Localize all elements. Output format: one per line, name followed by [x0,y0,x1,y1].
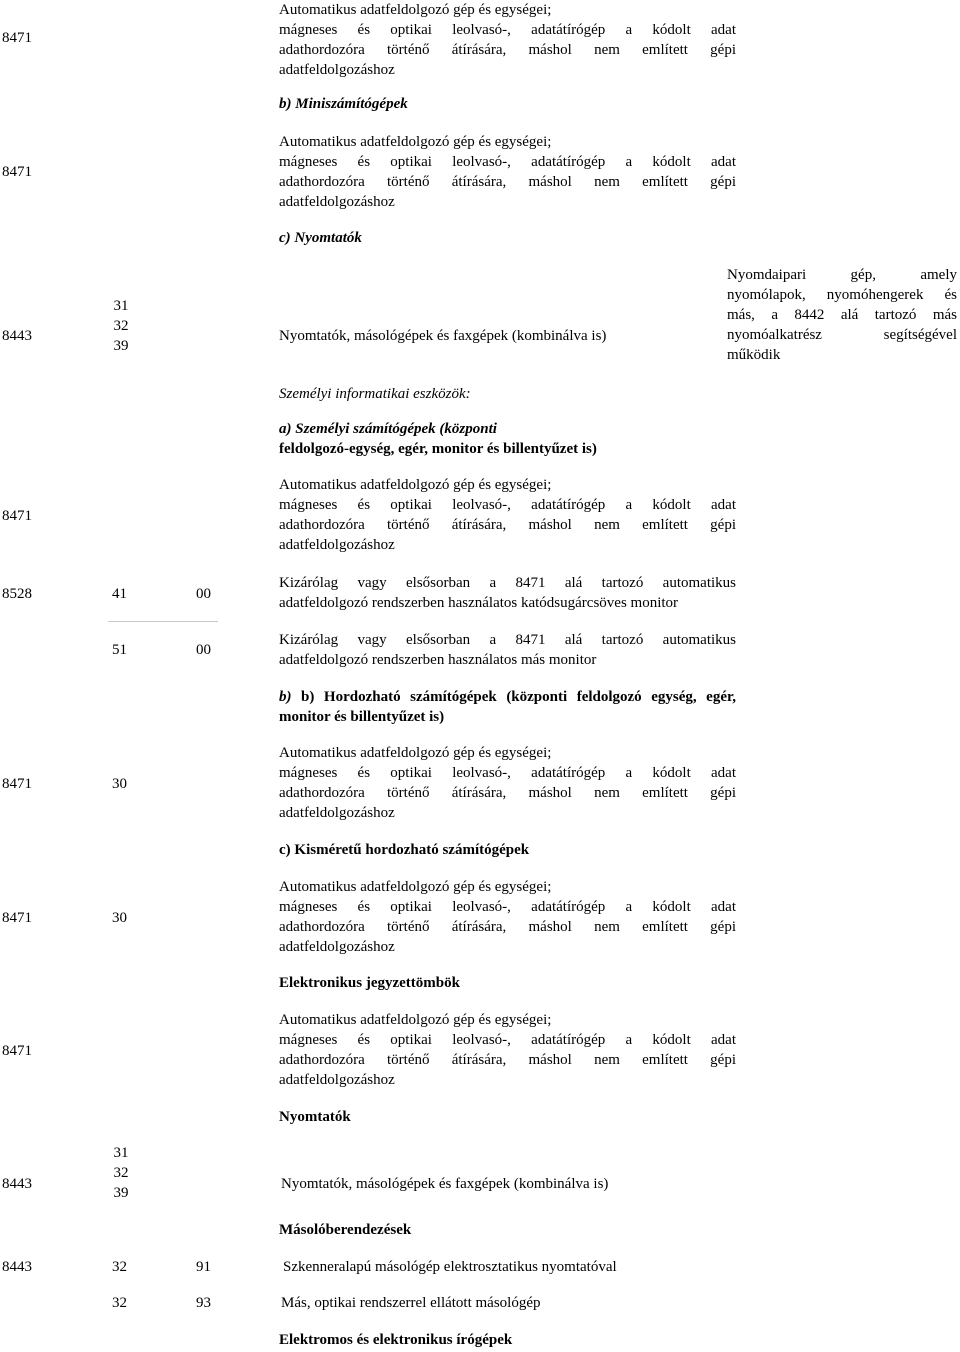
desc-line: adathordozóra történő átírására, máshol nem említett gépi [279,919,736,935]
code-8443-row2: 8443 [2,1176,32,1192]
desc-line: adatfeldolgozó rendszerben használatos katódsugárcsöves monitor [279,595,679,611]
subcode-00-row2: 00 [196,642,211,658]
note-line: más, a 8442 alá tartozó más [727,307,957,323]
divider [108,621,218,622]
heading-miniszamitogepek: b) Miniszámítógépek [279,96,408,112]
heading-letter: b) [279,689,292,705]
desc-line: adatfeldolgozáshoz [279,805,395,821]
heading-nyomtatok: c) Nyomtatók [279,230,362,246]
heading-text: b) Hordozható számítógépek (központi feldolgozó egység, egér, [301,689,737,705]
code-8528: 8528 [2,586,32,602]
heading-line: feldolgozó-egység, egér, monitor és billentyűzet is) [279,441,597,457]
subcode-39: 39 [113,338,129,354]
subcode-39: 39 [113,1185,129,1201]
desc-line: adathordozóra történő átírására, máshol nem említett gépi [279,785,736,801]
note-line: Nyomdaipari gép, amely [727,267,957,283]
heading-jegyzettombok: Elektronikus jegyzettömbök [279,975,460,991]
code-8471-row2: 8471 [2,164,32,180]
code-8443-row3: 8443 [2,1259,32,1275]
copier-scanner-description: Szkenneralapú másológép elektrosztatikus nyomtatóval [283,1259,617,1275]
heading-kismeretu: c) Kisméretű hordozható számítógépek [279,842,530,858]
desc-line: adatfeldolgozáshoz [279,194,395,210]
heading-szemelyi-szamitogepek [279,419,739,459]
desc-line: Automatikus adatfeldolgozó gép és egységei; [279,2,552,18]
description-auto-3 [279,475,736,555]
monitor-other-description [279,630,736,670]
code-8471-row1: 8471 [2,30,32,46]
description-auto-1 [279,0,736,80]
printers-description-2: Nyomtatók, másológépek és faxgépek (kombinálva is) [281,1176,609,1192]
subcode-32: 32 [113,1165,129,1181]
desc-line: mágneses és optikai leolvasó-, adatátírógép a kódolt adat [279,899,736,915]
heading-hordozhato [279,687,736,727]
heading-masoloberendezesek: Másolóberendezések [279,1222,412,1238]
subcode-30-row1: 30 [112,776,127,792]
desc-line: mágneses és optikai leolvasó-, adatátírógép a kódolt adat [279,22,736,38]
desc-line: Automatikus adatfeldolgozó gép és egységei; [279,134,552,150]
desc-line: Automatikus adatfeldolgozó gép és egységei; [279,477,552,493]
desc-line: Kizárólag vagy elsősorban a 8471 alá tartozó automatikus [279,575,736,591]
desc-line: Automatikus adatfeldolgozó gép és egységei; [279,1012,552,1028]
note-line: nyomólapok, nyomóhengerek és [727,287,957,303]
desc-line: mágneses és optikai leolvasó-, adatátírógép a kódolt adat [279,1032,736,1048]
desc-line: mágneses és optikai leolvasó-, adatátírógép a kódolt adat [279,765,736,781]
desc-line: Automatikus adatfeldolgozó gép és egységei; [279,879,552,895]
heading-irogepek: Elektromos és elektronikus írógépek [279,1332,513,1348]
heading-line: monitor és billentyűzet is) [279,709,445,725]
code-8471-row6: 8471 [2,1043,32,1059]
subcode-51: 51 [112,642,127,658]
code-8471-row4: 8471 [2,776,32,792]
subcode-31: 31 [113,1145,129,1161]
desc-line: adathordozóra történő átírására, máshol nem említett gépi [279,42,736,58]
subcode-32-row4: 32 [112,1295,127,1311]
desc-line: mágneses és optikai leolvasó-, adatátírógép a kódolt adat [279,154,736,170]
description-auto-2 [279,132,736,212]
desc-line: adatfeldolgozáshoz [279,537,395,553]
heading-line [279,419,739,439]
heading-line [279,687,736,707]
subcode-41: 41 [112,586,127,602]
desc-line: adatfeldolgozáshoz [279,939,395,955]
note-line: nyomóalkatrész segítségével [727,327,957,343]
subcode-00-row1: 00 [196,586,211,602]
desc-line: adathordozóra történő átírására, máshol nem említett gépi [279,517,736,533]
description-auto-6 [279,1010,736,1090]
subcode-32: 32 [113,318,129,334]
printers-description-1: Nyomtatók, másológépek és faxgépek (kombinálva is) [279,328,607,344]
description-auto-5 [279,877,736,957]
desc-line: adathordozóra történő átírására, máshol nem említett gépi [279,1052,736,1068]
desc-line: mágneses és optikai leolvasó-, adatátírógép a kódolt adat [279,497,736,513]
code-8471-row3: 8471 [2,508,32,524]
heading-text: a) Személyi számítógépek (központi [279,421,497,437]
desc-line: Kizárólag vagy elsősorban a 8471 alá tartozó automatikus [279,632,736,648]
desc-line: adathordozóra történő átírására, máshol nem említett gépi [279,174,736,190]
code-8471-row5: 8471 [2,910,32,926]
subcodes-8443-row2 [106,1143,136,1203]
desc-line: adatfeldolgozáshoz [279,1072,395,1088]
printers-note [727,265,957,365]
monitor-crt-description [279,573,736,613]
heading-szemelyi-eszkozok: Személyi informatikai eszközök: [279,386,471,402]
subcode-30-row2: 30 [112,910,127,926]
copier-optical-description: Más, optikai rendszerrel ellátott másológép [281,1295,541,1311]
subcode-93: 93 [196,1295,211,1311]
desc-line: adatfeldolgozáshoz [279,62,395,78]
heading-nyomtatok-2: Nyomtatók [279,1109,351,1125]
description-auto-4 [279,743,736,823]
code-8443-row1: 8443 [2,328,32,344]
subcode-32-row3: 32 [112,1259,127,1275]
desc-line: adatfeldolgozó rendszerben használatos más monitor [279,652,597,668]
subcode-31: 31 [113,298,129,314]
note-line: működik [727,347,781,363]
desc-line: Automatikus adatfeldolgozó gép és egységei; [279,745,552,761]
subcode-91: 91 [196,1259,211,1275]
subcodes-8443-row1 [106,296,136,356]
